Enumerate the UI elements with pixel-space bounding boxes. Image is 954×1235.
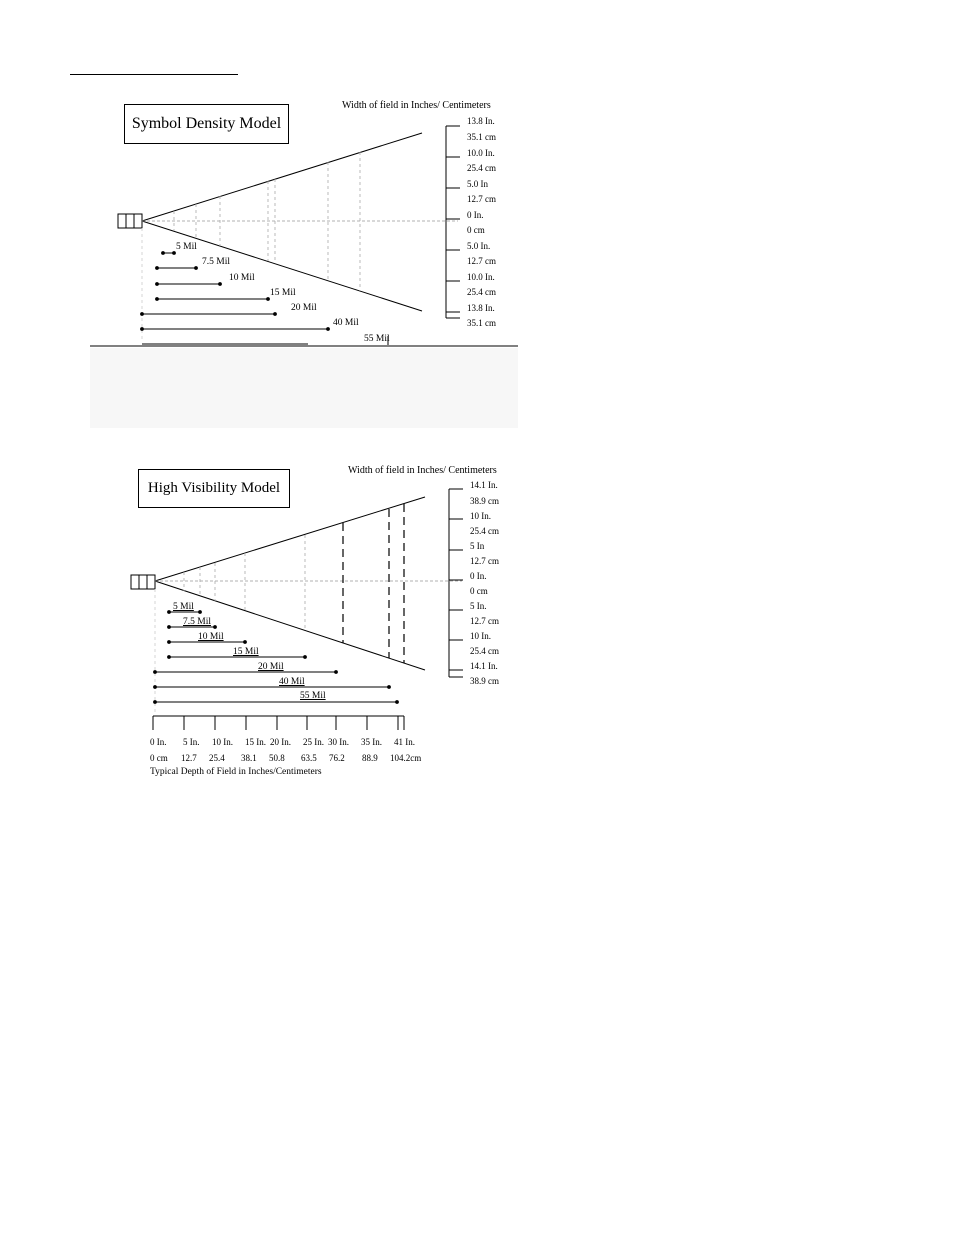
mil-label: 55 Mil <box>364 334 390 344</box>
depth-inch-label: 0 In. <box>150 737 167 747</box>
mil-label: 20 Mil <box>258 662 284 672</box>
width-scale-label: 5.0 In <box>467 179 488 189</box>
depth-cm-label: 0 cm <box>150 753 168 763</box>
scanner-icon <box>131 575 155 589</box>
mil-label: 15 Mil <box>270 288 296 298</box>
range-guides-bold <box>343 504 404 663</box>
mil-label: 20 Mil <box>291 303 317 313</box>
width-scale-label: 5.0 In. <box>467 241 491 251</box>
width-scale-label: 10.0 In. <box>467 148 495 158</box>
diagram-title: Symbol Density Model <box>124 104 289 144</box>
depth-cm-label: 38.1 <box>241 753 257 763</box>
width-field-title: Width of field in Inches/ Centimeters <box>342 100 491 111</box>
width-scale-label: 38.9 cm <box>470 676 499 686</box>
width-scale-label: 12.7 cm <box>467 194 496 204</box>
mil-label: 40 Mil <box>279 677 305 687</box>
width-scale <box>449 489 463 677</box>
mil-label: 7.5 Mil <box>202 257 230 267</box>
depth-inch-label: 15 In. <box>245 737 266 747</box>
depth-inch-label: 35 In. <box>361 737 382 747</box>
diagram-title: High Visibility Model <box>138 469 290 508</box>
width-scale-label: 12.7 cm <box>467 256 496 266</box>
mil-label: 7.5 Mil <box>183 617 211 627</box>
width-scale-label: 35.1 cm <box>467 132 496 142</box>
mil-label: 15 Mil <box>233 647 259 657</box>
width-scale-label: 12.7 cm <box>470 616 499 626</box>
width-scale-label: 5 In <box>470 541 485 551</box>
depth-axis <box>153 716 404 730</box>
width-scale-label: 0 In. <box>470 571 487 581</box>
width-scale-label: 0 cm <box>467 225 485 235</box>
width-scale-label: 0 cm <box>470 586 488 596</box>
width-scale-label: 35.1 cm <box>467 318 496 328</box>
width-scale-label: 25.4 cm <box>467 163 496 173</box>
mil-label: 40 Mil <box>333 318 359 328</box>
depth-inch-label: 30 In. <box>328 737 349 747</box>
depth-cm-label: 104.2cm <box>390 753 422 763</box>
depth-cm-label: 63.5 <box>301 753 317 763</box>
depth-cm-label: 12.7 <box>181 753 197 763</box>
range-guides <box>184 535 305 630</box>
width-scale-label: 10 In. <box>470 631 491 641</box>
depth-cm-label: 76.2 <box>329 753 345 763</box>
depth-inch-label: 10 In. <box>212 737 233 747</box>
width-scale-label: 13.8 In. <box>467 116 495 126</box>
width-scale-label: 13.8 In. <box>467 303 495 313</box>
beam-upper-edge <box>155 497 425 581</box>
width-scale-label: 10 In. <box>470 511 491 521</box>
width-scale-label: 14.1 In. <box>470 480 498 490</box>
depth-cm-label: 25.4 <box>209 753 225 763</box>
depth-inch-label: 25 In. <box>303 737 324 747</box>
mil-label: 10 Mil <box>229 273 255 283</box>
depth-inch-label: 5 In. <box>183 737 200 747</box>
depth-inch-label: 41 In. <box>394 737 415 747</box>
width-scale-label: 14.1 In. <box>470 661 498 671</box>
width-scale-label: 38.9 cm <box>470 496 499 506</box>
width-scale-label: 12.7 cm <box>470 556 499 566</box>
width-scale-label: 25.4 cm <box>467 287 496 297</box>
depth-inch-label: 20 In. <box>270 737 291 747</box>
depth-cm-label: 50.8 <box>269 753 285 763</box>
width-scale-label: 0 In. <box>467 210 484 220</box>
depth-cm-label: 88.9 <box>362 753 378 763</box>
width-scale-label: 5 In. <box>470 601 487 611</box>
mil-label: 55 Mil <box>300 691 326 701</box>
width-scale-label: 10.0 In. <box>467 272 495 282</box>
width-field-title: Width of field in Inches/ Centimeters <box>348 465 497 476</box>
width-scale-label: 25.4 cm <box>470 646 499 656</box>
mil-label: 5 Mil <box>176 242 197 252</box>
width-scale-label: 25.4 cm <box>470 526 499 536</box>
mil-label: 5 Mil <box>173 602 194 612</box>
depth-axis-title: Typical Depth of Field in Inches/Centimeters <box>150 767 322 777</box>
mil-label: 10 Mil <box>198 632 224 642</box>
